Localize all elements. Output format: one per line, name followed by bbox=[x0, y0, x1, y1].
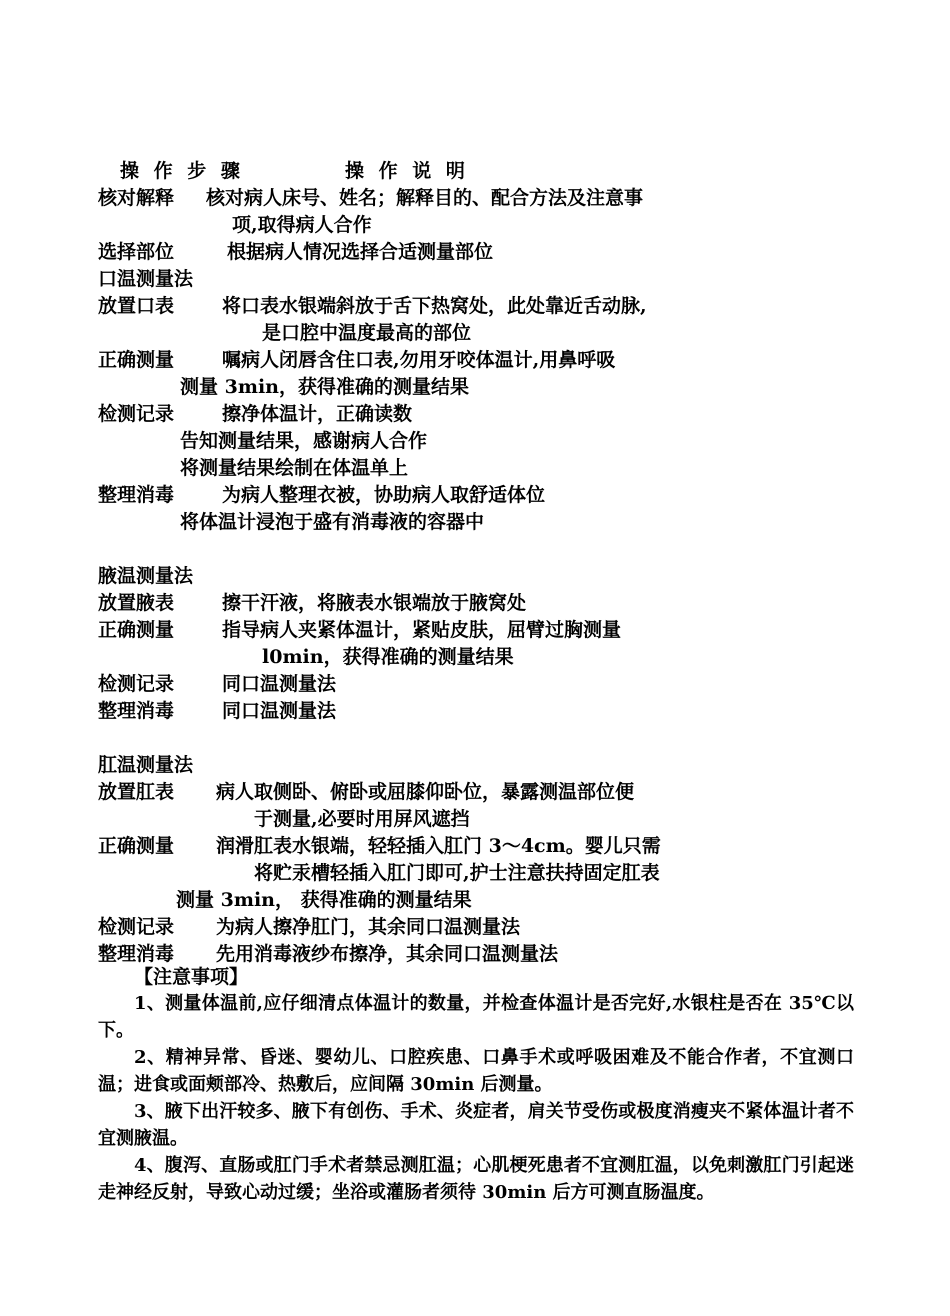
rectal-measure-label: 正确测量 bbox=[98, 835, 175, 857]
step-cont-verify: 项,取得病人合作 bbox=[232, 214, 372, 236]
axillary-record-text: 同口温测量法 bbox=[222, 673, 337, 695]
oral-record-cont1: 告知测量结果，感谢病人合作 bbox=[180, 430, 428, 452]
oral-place-cont: 是口腔中温度最高的部位 bbox=[262, 322, 472, 344]
rectal-place-text: 病人取侧卧、俯卧或屈膝仰卧位，暴露测温部位便 bbox=[216, 781, 635, 803]
axillary-disinfect-text: 同口温测量法 bbox=[222, 700, 337, 722]
oral-record-text: 擦净体温计，正确读数 bbox=[222, 403, 413, 425]
axillary-place-text: 擦干汗液，将腋表水银端放于腋窝处 bbox=[222, 592, 527, 614]
header-steps: 操 作 步 骤 bbox=[120, 160, 244, 182]
note-item-3: 3、腋下出汗较多、腋下有创伤、手术、炎症者，肩关节受伤或极度消瘦夹不紧体温计者不宜测腋温。 bbox=[98, 1101, 854, 1149]
section-title-oral: 口温测量法 bbox=[98, 268, 194, 290]
oral-place-label: 放置口表 bbox=[98, 295, 175, 317]
oral-measure-cont: 测量 3min，获得准确的测量结果 bbox=[180, 376, 469, 398]
notes-title: 【注意事项】 bbox=[134, 966, 249, 988]
oral-disinfect-text: 为病人整理衣被，协助病人取舒适体位 bbox=[222, 484, 546, 506]
oral-disinfect-label: 整理消毒 bbox=[98, 484, 175, 506]
oral-record-cont2: 将测量结果绘制在体温单上 bbox=[180, 457, 409, 479]
axillary-measure-label: 正确测量 bbox=[98, 619, 175, 641]
axillary-place-label: 放置腋表 bbox=[98, 592, 175, 614]
rectal-measure-cont2: 测量 3min， 获得准确的测量结果 bbox=[176, 889, 472, 911]
step-label-verify: 核对解释 bbox=[98, 187, 175, 209]
step-text-verify: 核对病人床号、姓名；解释目的、配合方法及注意事 bbox=[206, 187, 644, 209]
section-title-axillary: 腋温测量法 bbox=[98, 565, 194, 587]
axillary-measure-text: 指导病人夹紧体温计，紧贴皮肤，屈臂过胸测量 bbox=[222, 619, 622, 641]
oral-disinfect-cont: 将体温计浸泡于盛有消毒液的容器中 bbox=[180, 511, 485, 533]
step-text-site: 根据病人情况选择合适测量部位 bbox=[227, 241, 494, 263]
oral-record-label: 检测记录 bbox=[98, 403, 175, 425]
rectal-disinfect-text: 先用消毒液纱布擦净，其余同口温测量法 bbox=[216, 943, 559, 965]
step-label-site: 选择部位 bbox=[98, 241, 175, 263]
rectal-record-label: 检测记录 bbox=[98, 916, 175, 938]
oral-place-text: 将口表水银端斜放于舌下热窝处，此处靠近舌动脉, bbox=[222, 295, 647, 317]
section-title-rectal: 肛温测量法 bbox=[98, 754, 194, 776]
rectal-measure-cont1: 将贮汞槽轻插入肛门即可,护士注意扶持固定肛表 bbox=[254, 862, 660, 884]
axillary-record-label: 检测记录 bbox=[98, 673, 175, 695]
rectal-place-cont: 于测量,必要时用屏风遮挡 bbox=[254, 808, 470, 830]
header-explain: 操 作 说 明 bbox=[345, 160, 469, 182]
note-item-2: 2、精神异常、昏迷、婴幼儿、口腔疾患、口鼻手术或呼吸困难及不能合作者，不宜测口温；进食或面颊部冷、热敷后，应间隔 30min 后测量。 bbox=[98, 1047, 854, 1095]
axillary-measure-cont: l0min，获得准确的测量结果 bbox=[262, 646, 514, 668]
axillary-disinfect-label: 整理消毒 bbox=[98, 700, 175, 722]
rectal-record-text: 为病人擦净肛门，其余同口温测量法 bbox=[216, 916, 521, 938]
note-item-1: 1、测量体温前,应仔细清点体温计的数量，并检查体温计是否完好,水银柱是否在 35℃以下。 bbox=[98, 993, 854, 1041]
oral-measure-text: 嘱病人闭唇含住口表,勿用牙咬体温计,用鼻呼吸 bbox=[222, 349, 616, 371]
rectal-disinfect-label: 整理消毒 bbox=[98, 943, 175, 965]
note-item-4: 4、腹泻、直肠或肛门手术者禁忌测肛温；心肌梗死患者不宜测肛温，以免刺激肛门引起迷走神经反射，导致心动过缓；坐浴或灌肠者须待 30min 后方可测直肠温度。 bbox=[98, 1155, 854, 1203]
rectal-place-label: 放置肛表 bbox=[98, 781, 175, 803]
oral-measure-label: 正确测量 bbox=[98, 349, 175, 371]
rectal-measure-text: 润滑肛表水银端，轻轻插入肛门 3～4cm。婴儿只需 bbox=[216, 835, 661, 857]
